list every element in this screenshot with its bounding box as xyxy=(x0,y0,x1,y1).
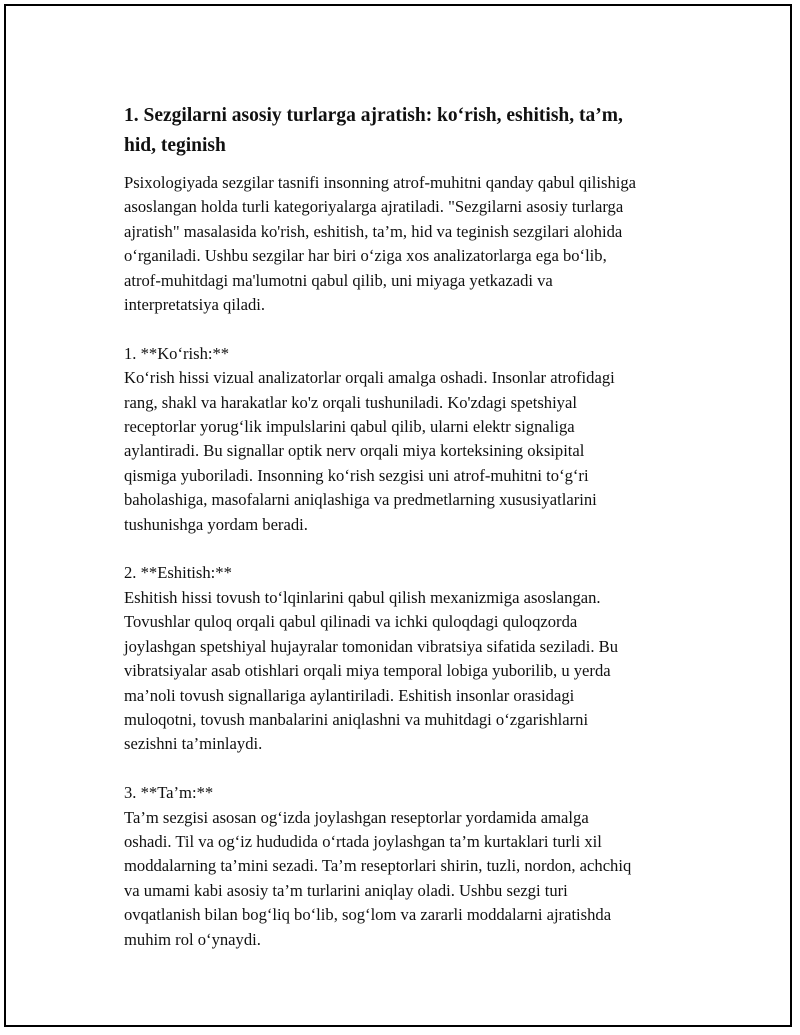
text-line: atrof-muhitdagi ma'lumotni qabul qilib, uni miyaga yetkazadi va xyxy=(124,270,553,290)
text-line: baholashiga, masofalarni aniqlashiga va predmetlarning xususiyatlarini xyxy=(124,490,597,510)
text-line: Tovushlar quloq orqali qabul qilinadi va ichki quloqdagi quloqzorda xyxy=(124,612,578,632)
document-title xyxy=(124,101,694,161)
section-heading: 1. **Ko‘rish:** xyxy=(124,343,230,363)
text-line: moddalarning ta’mini sezadi. Ta’m reseptorlari shirin, tuzli, nordon, achchiq xyxy=(124,856,632,876)
text-line: aylantiradi. Bu signallar optik nerv orqali miya korteksining oksipital xyxy=(124,441,585,461)
section-tam xyxy=(124,781,694,952)
title-line: hid, teginish xyxy=(124,135,226,156)
text-line: ovqatlanish bilan bog‘liq bo‘lib, sog‘lom va zararli moddalarni ajratishda xyxy=(124,905,612,925)
section-heading: 2. **Eshitish:** xyxy=(124,563,232,583)
text-line: qismiga yuboriladi. Insonning ko‘rish sezgisi uni atrof-muhitni to‘g‘ri xyxy=(124,465,589,485)
text-line: Ko‘rish hissi vizual analizatorlar orqali amalga oshadi. Insonlar atrofidagi xyxy=(124,368,615,388)
text-line: joylashgan spetshiyal hujayralar tomonidan vibratsiya sifatida seziladi. Bu xyxy=(124,636,619,656)
text-line: sezishni ta’minlaydi. xyxy=(124,734,263,754)
text-line: muloqotni, tovush manbalarini aniqlashni va muhitdagi o‘zgarishlarni xyxy=(124,709,589,729)
intro-paragraph xyxy=(124,171,694,317)
text-line: oshadi. Til va og‘iz hududida o‘rtada joylashgan ta’m kurtaklari turli xil xyxy=(124,831,602,851)
title-line: 1. Sezgilarni asosiy turlarga ajratish: ko‘rish, eshitish, ta’m, xyxy=(124,105,623,126)
text-line: ma’noli tovush signallariga aylantiriladi. Eshitish insonlar orasidagi xyxy=(124,685,575,705)
text-line: asoslangan holda turli kategoriyalarga ajratiladi. "Sezgilarni asosiy turlarga xyxy=(124,197,624,217)
text-line: tushunishga yordam beradi. xyxy=(124,514,308,534)
page-frame xyxy=(4,4,792,1027)
text-line: interpretatsiya qiladi. xyxy=(124,295,265,315)
text-line: muhim rol o‘ynaydi. xyxy=(124,929,261,949)
section-eshitish xyxy=(124,561,694,756)
text-line: receptorlar yorug‘lik impulslarini qabul qilib, ularni elektr signaliga xyxy=(124,417,575,437)
text-line: vibratsiyalar asab otishlari orqali miya temporal lobiga yuborilib, u yerda xyxy=(124,661,611,681)
section-korish xyxy=(124,342,694,537)
text-line: Eshitish hissi tovush to‘lqinlarini qabul qilish mexanizmiga asoslangan. xyxy=(124,587,601,607)
text-line: o‘rganiladi. Ushbu sezgilar har biri o‘ziga xos analizatorlarga ega bo‘lib, xyxy=(124,246,607,266)
text-line: rang, shakl va harakatlar ko'z orqali tushuniladi. Ko'zdagi spetshiyal xyxy=(124,392,577,412)
text-line: Ta’m sezgisi asosan og‘izda joylashgan reseptorlar yordamida amalga xyxy=(124,807,589,827)
text-line: ajratish" masalasida ko'rish, eshitish, ta’m, hid va teginish sezgilari alohida xyxy=(124,221,623,241)
paragraph-gap xyxy=(124,757,694,781)
text-line: va umami kabi asosiy ta’m turlarini aniqlay oladi. Ushbu sezgi turi xyxy=(124,880,568,900)
paragraph-gap xyxy=(124,537,694,561)
text-line: Psixologiyada sezgilar tasnifi insonning atrof-muhitni qanday qabul qilishiga xyxy=(124,173,637,192)
section-heading: 3. **Ta’m:** xyxy=(124,783,214,803)
paragraph-gap xyxy=(124,317,694,341)
document-body xyxy=(124,101,694,952)
